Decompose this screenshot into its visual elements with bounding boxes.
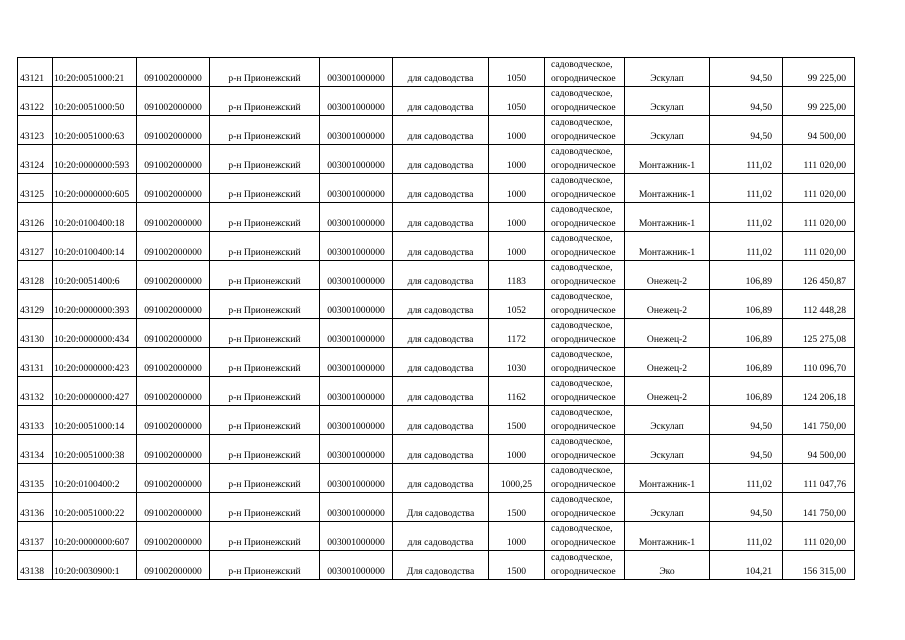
association-name: Эскулап (625, 493, 710, 522)
okato-code: 091002000000 (137, 406, 210, 435)
okato-code: 091002000000 (137, 464, 210, 493)
row-number: 43138 (18, 551, 53, 580)
okato-code: 091002000000 (137, 58, 210, 87)
okato-code: 091002000000 (137, 145, 210, 174)
land-use-category (545, 435, 625, 464)
permitted-use: для садоводства (393, 435, 489, 464)
district-name: р-н Прионежский (210, 87, 320, 116)
cadastral-rate: 94,50 (710, 406, 783, 435)
row-number: 43132 (18, 377, 53, 406)
permitted-use: для садоводства (393, 319, 489, 348)
cadastral-rate: 106,89 (710, 348, 783, 377)
plot-area: 1000 (489, 203, 545, 232)
permitted-use: для садоводства (393, 145, 489, 174)
plot-area: 1000,25 (489, 464, 545, 493)
okato-code: 091002000000 (137, 551, 210, 580)
permitted-use: для садоводства (393, 348, 489, 377)
district-name: р-н Прионежский (210, 58, 320, 87)
table-row (18, 522, 855, 551)
association-name: Эскулап (625, 58, 710, 87)
cadastral-number: 10:20:0000000:607 (53, 522, 137, 551)
land-use-line-2: огородническое (551, 131, 616, 142)
cadastral-rate: 111,02 (710, 522, 783, 551)
association-name: Онежец-2 (625, 348, 710, 377)
land-use-line-1: садоводческое, (551, 552, 613, 563)
cadastral-number: 10:20:0051400:6 (53, 261, 137, 290)
oktmo-code: 003001000000 (320, 261, 393, 290)
table-row (18, 145, 855, 174)
permitted-use: для садоводства (393, 58, 489, 87)
permitted-use: для садоводства (393, 522, 489, 551)
cadastral-number: 10:20:0000000:427 (53, 377, 137, 406)
permitted-use: для садоводства (393, 406, 489, 435)
land-use-line-1: садоводческое, (551, 320, 613, 331)
cadastral-value: 94 500,00 (783, 435, 855, 464)
cadastral-value: 141 750,00 (783, 406, 855, 435)
okato-code: 091002000000 (137, 87, 210, 116)
cadastral-number: 10:20:0051000:63 (53, 116, 137, 145)
land-use-line-2: огородническое (551, 160, 616, 171)
cadastral-rate: 94,50 (710, 58, 783, 87)
land-use-line-1: садоводческое, (551, 465, 613, 476)
permitted-use: для садоводства (393, 203, 489, 232)
table-body (18, 58, 855, 580)
plot-area: 1500 (489, 493, 545, 522)
land-use-line-1: садоводческое, (551, 523, 613, 534)
association-name: Эскулап (625, 406, 710, 435)
district-name: р-н Прионежский (210, 377, 320, 406)
cadastral-number: 10:20:0000000:423 (53, 348, 137, 377)
oktmo-code: 003001000000 (320, 406, 393, 435)
district-name: р-н Прионежский (210, 348, 320, 377)
table-row (18, 261, 855, 290)
district-name: р-н Прионежский (210, 145, 320, 174)
association-name: Монтажник-1 (625, 203, 710, 232)
row-number: 43123 (18, 116, 53, 145)
land-use-line-1: садоводческое, (551, 291, 613, 302)
plot-area: 1050 (489, 87, 545, 116)
cadastral-value: 99 225,00 (783, 87, 855, 116)
land-use-category (545, 58, 625, 87)
land-use-line-2: огородническое (551, 537, 616, 548)
land-use-line-1: садоводческое, (551, 146, 613, 157)
district-name: р-н Прионежский (210, 406, 320, 435)
cadastral-value: 141 750,00 (783, 493, 855, 522)
district-name: р-н Прионежский (210, 435, 320, 464)
cadastral-value: 124 206,18 (783, 377, 855, 406)
district-name: р-н Прионежский (210, 116, 320, 145)
table-row (18, 232, 855, 261)
row-number: 43134 (18, 435, 53, 464)
district-name: р-н Прионежский (210, 290, 320, 319)
land-use-line-1: садоводческое, (551, 59, 613, 70)
land-use-line-2: огородническое (551, 508, 616, 519)
cadastral-rate: 106,89 (710, 377, 783, 406)
permitted-use: для садоводства (393, 261, 489, 290)
land-use-category (545, 406, 625, 435)
oktmo-code: 003001000000 (320, 319, 393, 348)
okato-code: 091002000000 (137, 522, 210, 551)
cadastral-value: 112 448,28 (783, 290, 855, 319)
plot-area: 1000 (489, 522, 545, 551)
land-use-category (545, 174, 625, 203)
cadastral-rate: 106,89 (710, 261, 783, 290)
oktmo-code: 003001000000 (320, 174, 393, 203)
cadastral-rate: 111,02 (710, 145, 783, 174)
association-name: Монтажник-1 (625, 522, 710, 551)
cadastral-number: 10:20:0100400:18 (53, 203, 137, 232)
plot-area: 1000 (489, 232, 545, 261)
land-use-line-1: садоводческое, (551, 262, 613, 273)
land-use-category (545, 203, 625, 232)
association-name: Эскулап (625, 435, 710, 464)
land-use-line-1: садоводческое, (551, 494, 613, 505)
land-use-line-1: садоводческое, (551, 407, 613, 418)
land-use-line-1: садоводческое, (551, 436, 613, 447)
land-use-line-1: садоводческое, (551, 88, 613, 99)
table-row (18, 319, 855, 348)
land-use-category (545, 377, 625, 406)
cadastral-rate: 94,50 (710, 493, 783, 522)
district-name: р-н Прионежский (210, 203, 320, 232)
cadastral-number: 10:20:0000000:434 (53, 319, 137, 348)
cadastral-value: 111 020,00 (783, 145, 855, 174)
cadastral-rate: 111,02 (710, 174, 783, 203)
land-use-line-2: огородническое (551, 421, 616, 432)
cadastral-rate: 111,02 (710, 232, 783, 261)
cadastral-value: 110 096,70 (783, 348, 855, 377)
cadastral-rate: 104,21 (710, 551, 783, 580)
plot-area: 1500 (489, 406, 545, 435)
row-number: 43127 (18, 232, 53, 261)
land-use-line-2: огородническое (551, 102, 616, 113)
row-number: 43125 (18, 174, 53, 203)
district-name: р-н Прионежский (210, 232, 320, 261)
permitted-use: Для садоводства (393, 493, 489, 522)
okato-code: 091002000000 (137, 319, 210, 348)
cadastral-number: 10:20:0000000:593 (53, 145, 137, 174)
row-number: 43133 (18, 406, 53, 435)
land-use-line-1: садоводческое, (551, 175, 613, 186)
table-row (18, 174, 855, 203)
plot-area: 1000 (489, 435, 545, 464)
oktmo-code: 003001000000 (320, 377, 393, 406)
land-use-line-1: садоводческое, (551, 204, 613, 215)
land-use-line-2: огородническое (551, 73, 616, 84)
cadastral-rate: 94,50 (710, 116, 783, 145)
association-name: Эко (625, 551, 710, 580)
district-name: р-н Прионежский (210, 174, 320, 203)
plot-area: 1052 (489, 290, 545, 319)
table-row (18, 377, 855, 406)
association-name: Монтажник-1 (625, 145, 710, 174)
association-name: Монтажник-1 (625, 232, 710, 261)
land-use-line-1: садоводческое, (551, 378, 613, 389)
plot-area: 1000 (489, 145, 545, 174)
okato-code: 091002000000 (137, 377, 210, 406)
land-use-category (545, 551, 625, 580)
table-row (18, 116, 855, 145)
plot-area: 1172 (489, 319, 545, 348)
land-use-line-2: огородническое (551, 218, 616, 229)
land-use-category (545, 464, 625, 493)
table-row (18, 435, 855, 464)
cadastral-number: 10:20:0000000:605 (53, 174, 137, 203)
district-name: р-н Прионежский (210, 551, 320, 580)
permitted-use: для садоводства (393, 87, 489, 116)
district-name: р-н Прионежский (210, 319, 320, 348)
okato-code: 091002000000 (137, 493, 210, 522)
permitted-use: для садоводства (393, 464, 489, 493)
oktmo-code: 003001000000 (320, 290, 393, 319)
land-use-category (545, 290, 625, 319)
oktmo-code: 003001000000 (320, 551, 393, 580)
association-name: Эскулап (625, 87, 710, 116)
row-number: 43131 (18, 348, 53, 377)
okato-code: 091002000000 (137, 261, 210, 290)
land-use-category (545, 87, 625, 116)
district-name: р-н Прионежский (210, 522, 320, 551)
cadastral-number: 10:20:0051000:14 (53, 406, 137, 435)
association-name: Онежец-2 (625, 319, 710, 348)
land-use-category (545, 116, 625, 145)
cadastral-rate: 94,50 (710, 435, 783, 464)
cadastral-value: 156 315,00 (783, 551, 855, 580)
land-registry-table (17, 57, 855, 580)
table-row (18, 348, 855, 377)
table-row (18, 493, 855, 522)
row-number: 43137 (18, 522, 53, 551)
land-use-line-2: огородническое (551, 276, 616, 287)
cadastral-value: 111 020,00 (783, 174, 855, 203)
land-use-line-2: огородническое (551, 450, 616, 461)
land-use-line-2: огородническое (551, 566, 616, 577)
oktmo-code: 003001000000 (320, 348, 393, 377)
oktmo-code: 003001000000 (320, 58, 393, 87)
cadastral-number: 10:20:0051000:21 (53, 58, 137, 87)
cadastral-value: 99 225,00 (783, 58, 855, 87)
oktmo-code: 003001000000 (320, 116, 393, 145)
cadastral-value: 111 020,00 (783, 232, 855, 261)
plot-area: 1000 (489, 174, 545, 203)
okato-code: 091002000000 (137, 435, 210, 464)
row-number: 43124 (18, 145, 53, 174)
table-row (18, 203, 855, 232)
land-use-line-2: огородническое (551, 363, 616, 374)
permitted-use: для садоводства (393, 232, 489, 261)
cadastral-rate: 106,89 (710, 290, 783, 319)
plot-area: 1183 (489, 261, 545, 290)
permitted-use: для садоводства (393, 116, 489, 145)
land-use-category (545, 493, 625, 522)
cadastral-rate: 94,50 (710, 87, 783, 116)
cadastral-number: 10:20:0000000:393 (53, 290, 137, 319)
cadastral-value: 111 047,76 (783, 464, 855, 493)
table-row (18, 464, 855, 493)
cadastral-rate: 111,02 (710, 203, 783, 232)
cadastral-number: 10:20:0030900:1 (53, 551, 137, 580)
district-name: р-н Прионежский (210, 261, 320, 290)
cadastral-value: 111 020,00 (783, 203, 855, 232)
land-use-line-2: огородническое (551, 334, 616, 345)
row-number: 43126 (18, 203, 53, 232)
permitted-use: для садоводства (393, 290, 489, 319)
cadastral-rate: 106,89 (710, 319, 783, 348)
association-name: Онежец-2 (625, 377, 710, 406)
cadastral-number: 10:20:0100400:2 (53, 464, 137, 493)
cadastral-value: 111 020,00 (783, 522, 855, 551)
land-use-category (545, 145, 625, 174)
cadastral-value: 126 450,87 (783, 261, 855, 290)
cadastral-value: 125 275,08 (783, 319, 855, 348)
land-use-category (545, 319, 625, 348)
land-use-category (545, 348, 625, 377)
oktmo-code: 003001000000 (320, 464, 393, 493)
land-use-line-1: садоводческое, (551, 233, 613, 244)
oktmo-code: 003001000000 (320, 203, 393, 232)
land-use-line-2: огородническое (551, 392, 616, 403)
okato-code: 091002000000 (137, 290, 210, 319)
okato-code: 091002000000 (137, 116, 210, 145)
table-row (18, 551, 855, 580)
plot-area: 1500 (489, 551, 545, 580)
permitted-use: Для садоводства (393, 551, 489, 580)
cadastral-value: 94 500,00 (783, 116, 855, 145)
cadastral-number: 10:20:0051000:50 (53, 87, 137, 116)
district-name: р-н Прионежский (210, 464, 320, 493)
permitted-use: для садоводства (393, 377, 489, 406)
association-name: Онежец-2 (625, 290, 710, 319)
row-number: 43122 (18, 87, 53, 116)
oktmo-code: 003001000000 (320, 435, 393, 464)
table-row (18, 58, 855, 87)
row-number: 43129 (18, 290, 53, 319)
okato-code: 091002000000 (137, 174, 210, 203)
row-number: 43136 (18, 493, 53, 522)
land-use-line-2: огородническое (551, 189, 616, 200)
row-number: 43135 (18, 464, 53, 493)
permitted-use: для садоводства (393, 174, 489, 203)
district-name: р-н Прионежский (210, 493, 320, 522)
land-use-category (545, 232, 625, 261)
okato-code: 091002000000 (137, 232, 210, 261)
table-row (18, 290, 855, 319)
oktmo-code: 003001000000 (320, 145, 393, 174)
cadastral-number: 10:20:0051000:22 (53, 493, 137, 522)
land-use-category (545, 261, 625, 290)
land-use-line-1: садоводческое, (551, 349, 613, 360)
oktmo-code: 003001000000 (320, 232, 393, 261)
plot-area: 1162 (489, 377, 545, 406)
oktmo-code: 003001000000 (320, 87, 393, 116)
land-use-line-2: огородническое (551, 305, 616, 316)
oktmo-code: 003001000000 (320, 493, 393, 522)
row-number: 43128 (18, 261, 53, 290)
land-use-line-2: огородническое (551, 479, 616, 490)
plot-area: 1030 (489, 348, 545, 377)
row-number: 43121 (18, 58, 53, 87)
association-name: Эскулап (625, 116, 710, 145)
okato-code: 091002000000 (137, 348, 210, 377)
land-use-line-2: огородническое (551, 247, 616, 258)
row-number: 43130 (18, 319, 53, 348)
plot-area: 1050 (489, 58, 545, 87)
okato-code: 091002000000 (137, 203, 210, 232)
plot-area: 1000 (489, 116, 545, 145)
table-row (18, 406, 855, 435)
association-name: Монтажник-1 (625, 174, 710, 203)
cadastral-rate: 111,02 (710, 464, 783, 493)
oktmo-code: 003001000000 (320, 522, 393, 551)
association-name: Онежец-2 (625, 261, 710, 290)
association-name: Монтажник-1 (625, 464, 710, 493)
land-use-category (545, 522, 625, 551)
land-use-line-1: садоводческое, (551, 117, 613, 128)
cadastral-number: 10:20:0100400:14 (53, 232, 137, 261)
cadastral-number: 10:20:0051000:38 (53, 435, 137, 464)
table-row (18, 87, 855, 116)
